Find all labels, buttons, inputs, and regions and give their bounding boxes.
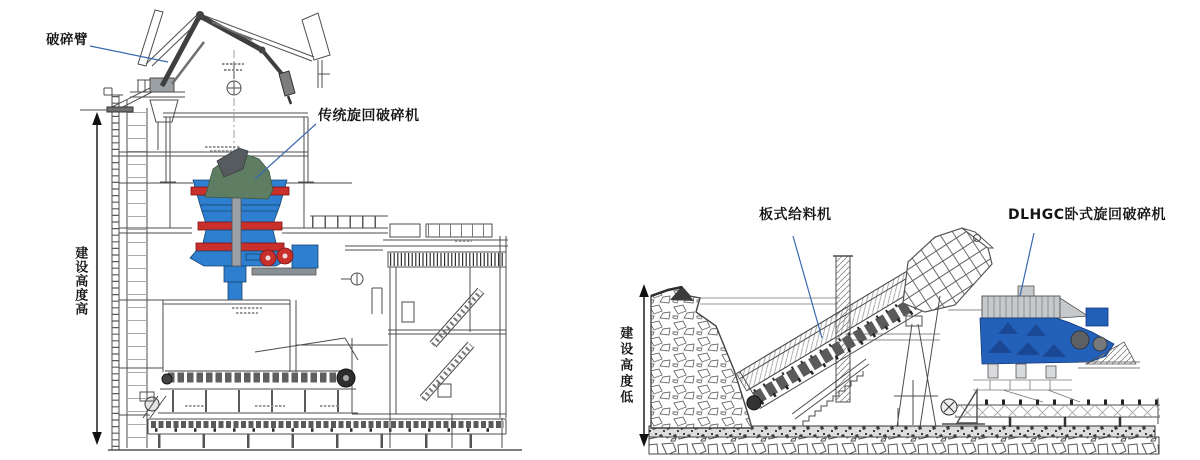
right-technical-drawing bbox=[600, 0, 1200, 460]
ground-foundation bbox=[649, 426, 1159, 454]
surge-bin bbox=[163, 288, 388, 413]
right-building bbox=[345, 224, 508, 448]
height-dimension-arrow-left bbox=[92, 112, 102, 445]
feed-hopper-grid bbox=[903, 228, 993, 312]
apron-feeder-label: 板式给料机 bbox=[759, 207, 832, 223]
dlhgc-crusher bbox=[973, 286, 1140, 402]
rock-wall bbox=[651, 286, 752, 428]
surge-bin-feeder bbox=[158, 369, 358, 413]
height-note-left: 建设高度高 bbox=[72, 246, 88, 316]
dlhgc-crusher-label: DLHGC卧式旋回破碎机 bbox=[1008, 207, 1167, 223]
rock-breaker-arm bbox=[130, 11, 295, 150]
leader-apron-feeder bbox=[793, 236, 822, 338]
breaker-arm-label: 破碎臂 bbox=[46, 32, 88, 48]
ground-conveyor bbox=[108, 392, 522, 450]
traditional-crusher-label: 传统旋回破碎机 bbox=[318, 108, 420, 124]
discharge-conveyor bbox=[941, 390, 1160, 427]
height-dimension-arrow-right bbox=[639, 284, 649, 447]
traditional-gyratory-crusher bbox=[190, 148, 318, 300]
height-note-right: 建设高度低 bbox=[617, 326, 633, 406]
